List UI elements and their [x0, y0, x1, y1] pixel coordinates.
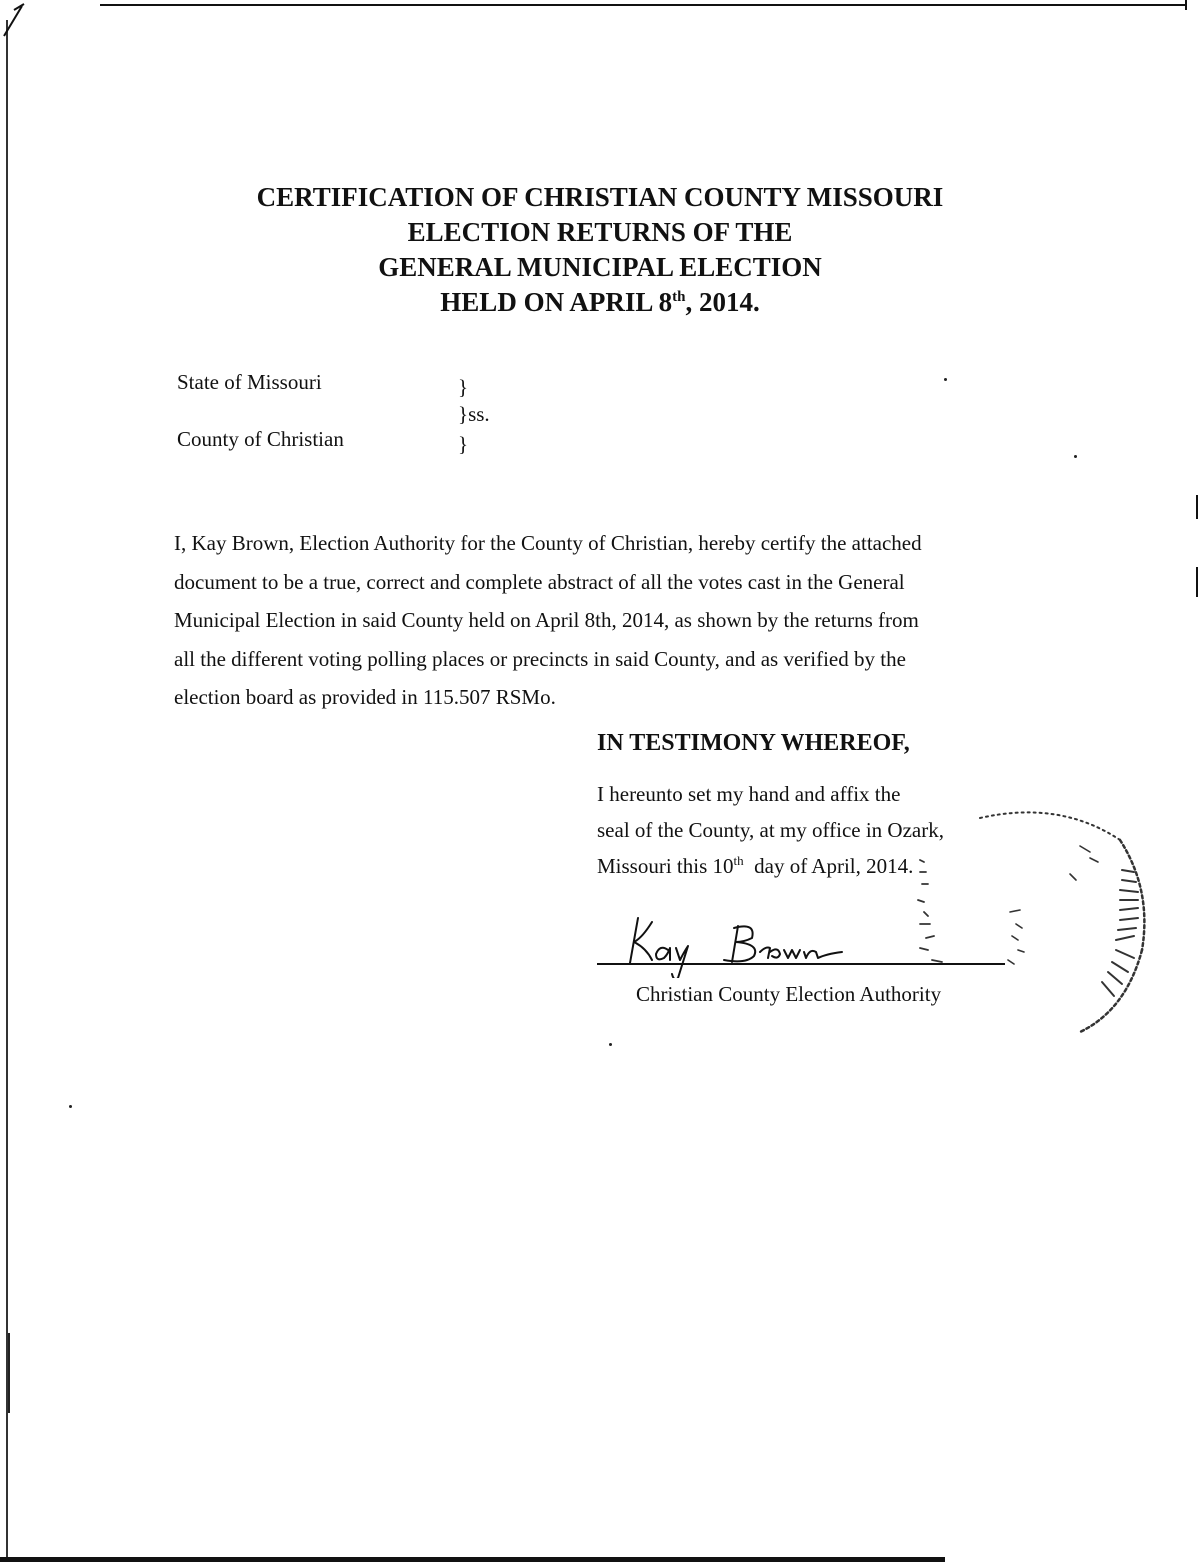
- document-title: [0, 180, 1200, 320]
- title-date-ordinal: th: [672, 289, 686, 305]
- scan-mark-right-2: [1196, 567, 1198, 597]
- title-date-suffix: , 2014.: [685, 287, 760, 317]
- body-line: election board as provided in 115.507 RSMo.: [174, 685, 556, 709]
- scan-speck: [1074, 455, 1077, 458]
- venue-county: County of Christian: [177, 427, 344, 451]
- venue-state: State of Missouri: [177, 370, 322, 394]
- venue-brace-top: }: [458, 375, 469, 399]
- scan-mark-right-1: [1196, 495, 1198, 519]
- title-date-prefix: HELD ON APRIL 8: [440, 287, 673, 317]
- scan-border-bottom: [0, 1557, 945, 1562]
- title-line-1: CERTIFICATION OF CHRISTIAN COUNTY MISSOURI: [256, 182, 944, 212]
- county-seal: [890, 800, 1170, 1040]
- title-line-3: GENERAL MUNICIPAL ELECTION: [378, 252, 822, 282]
- title-line-4: [0, 285, 1200, 320]
- body-line: Municipal Election in said County held on April 8th, 2014, as shown by the returns from: [174, 608, 919, 632]
- testimony-date-suffix: day of April, 2014.: [743, 854, 914, 878]
- handwritten-signature: [620, 908, 860, 978]
- venue-brace-bottom: }: [458, 432, 469, 456]
- body-line: I, Kay Brown, Election Authority for the County of Christian, hereby certify the attached: [174, 531, 922, 555]
- testimony-line-2: seal of the County, at my office in Ozark,: [597, 818, 944, 842]
- testimony-date-prefix: Missouri this 10: [597, 854, 734, 878]
- scan-speck: [944, 378, 947, 381]
- scan-speck: [609, 1043, 612, 1046]
- signature-caption: Christian County Election Authority: [636, 982, 942, 1006]
- venue-brace-ss: }ss.: [458, 402, 490, 426]
- scan-border-right: [1185, 0, 1187, 10]
- body-line: document to be a true, correct and complete abstract of all the votes cast in the General: [174, 569, 905, 594]
- scan-corner-mark: [0, 0, 30, 40]
- body-line: all the different voting polling places or precincts in said County, and as verified by the: [174, 646, 906, 671]
- scan-mark-left-1: [8, 1333, 10, 1413]
- testimony-heading: IN TESTIMONY WHEREOF,: [597, 730, 910, 756]
- scan-border-top: [100, 4, 1185, 6]
- title-line-2: ELECTION RETURNS OF THE: [407, 217, 793, 247]
- testimony-line-1: I hereunto set my hand and affix the: [597, 782, 901, 806]
- testimony-date-ordinal: th: [733, 853, 744, 868]
- certification-body: [174, 524, 1024, 717]
- scan-speck: [69, 1105, 72, 1108]
